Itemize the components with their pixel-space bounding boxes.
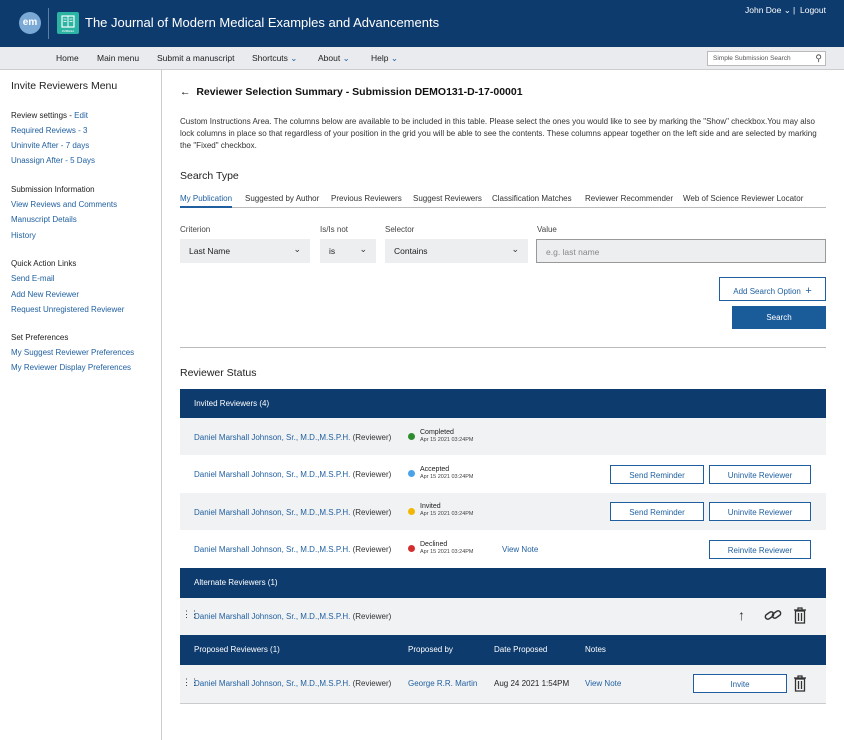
send-reminder-button[interactable]: Send Reminder	[610, 502, 704, 521]
table-row	[180, 455, 826, 493]
status-date: Apr 15 2021 03:24PM	[420, 474, 474, 480]
trash-icon[interactable]	[793, 607, 807, 627]
date-proposed-header: Date Proposed	[494, 645, 548, 654]
table-row	[180, 598, 826, 635]
uninvite-reviewer-button[interactable]: Uninvite Reviewer	[709, 465, 811, 484]
status-badge	[420, 466, 474, 480]
sidebar-heading: Invite Reviewers Menu	[11, 80, 118, 92]
table-row	[180, 530, 826, 568]
criterion-label: Criterion	[180, 225, 211, 234]
status-date: Apr 15 2021 03:24PM	[420, 511, 474, 517]
isnot-value: is	[329, 246, 336, 256]
quick-action-heading: Quick Action Links	[11, 259, 77, 268]
reviewer-name: Daniel Marshall Johnson, Sr., M.D.,M.S.P.H.	[194, 470, 351, 479]
nav-shortcuts-label: Shortcuts	[252, 53, 288, 63]
unassign-after-link[interactable]: Unassign After - 5 Days	[11, 156, 96, 165]
selector-select[interactable]	[385, 239, 528, 263]
nav-home[interactable]: Home	[56, 53, 79, 63]
table-row	[180, 418, 826, 455]
manuscript-details-link[interactable]: Manuscript Details	[11, 215, 77, 224]
nav-help-label: Help	[371, 53, 389, 63]
criterion-select[interactable]	[180, 239, 310, 263]
status-text: Completed	[420, 429, 454, 436]
chevron-down-icon: ⌄	[390, 53, 398, 63]
criterion-value: Last Name	[189, 246, 231, 256]
proposed-header-label: Proposed Reviewers (1)	[194, 645, 280, 654]
submission-info-heading: Submission Information	[11, 185, 95, 194]
instructions-text: Custom Instructions Area. The columns below are available to be included in this table. Please select the ones you would like to see by marking the "Show" checkbox.You may also lock columns in place so that regardless of your position in the grid you will be able to see the contents. These columns appear together on the left side and are selected by marking the "Fixed" checkbox.	[180, 117, 817, 150]
send-reminder-button[interactable]: Send Reminder	[610, 465, 704, 484]
reviewer-role: (Reviewer)	[352, 679, 392, 688]
add-search-option-label: Add Search Option	[733, 287, 801, 296]
suggest-prefs-link[interactable]: My Suggest Reviewer Preferences	[11, 348, 135, 357]
tab-my-publication[interactable]: My Publication	[180, 194, 232, 208]
trash-icon[interactable]	[793, 675, 807, 695]
reviewer-role: (Reviewer)	[352, 508, 392, 517]
request-unregistered-link[interactable]: Request Unregistered Reviewer	[11, 305, 125, 314]
header-separator: |	[793, 5, 796, 15]
alternate-reviewers-header	[180, 568, 826, 598]
review-settings-edit-link[interactable]: Edit	[74, 111, 88, 120]
reviewer-role: (Reviewer)	[352, 470, 392, 479]
reviewer-role: (Reviewer)	[352, 433, 392, 442]
divider	[180, 347, 826, 348]
search-input[interactable]	[707, 51, 826, 66]
chevron-down-icon: ⌄	[293, 244, 301, 254]
invite-button[interactable]: Invite	[693, 674, 787, 693]
link-icon[interactable]	[764, 607, 782, 626]
nav-about[interactable]	[318, 53, 350, 64]
journal-logo-icon[interactable]	[57, 12, 79, 34]
page-title-text: Reviewer Selection Summary - Submission DEMO131-D-17-00001	[196, 86, 523, 98]
chevron-down-icon: ⌄	[342, 53, 350, 63]
search-type-heading: Search Type	[180, 170, 239, 182]
status-badge	[420, 429, 474, 443]
add-new-reviewer-link[interactable]: Add New Reviewer	[11, 290, 80, 299]
reviewer-name-link[interactable]	[194, 545, 391, 554]
history-link[interactable]: History	[11, 231, 36, 240]
reviewer-name: Daniel Marshall Johnson, Sr., M.D.,M.S.P.H.	[194, 612, 351, 621]
search-button[interactable]: Search	[732, 306, 826, 329]
drag-handle-icon[interactable]: ⋮⋮	[182, 677, 198, 687]
uninvite-reviewer-button[interactable]: Uninvite Reviewer	[709, 502, 811, 521]
tab-suggested-by-author[interactable]: Suggested by Author	[245, 194, 320, 203]
status-badge	[420, 541, 474, 555]
tab-classification-matches[interactable]: Classification Matches	[492, 194, 572, 203]
notes-header: Notes	[585, 645, 606, 654]
selector-value: Contains	[394, 246, 428, 256]
reviewer-name-link[interactable]	[194, 470, 391, 479]
journal-logo-text: JMME&A	[61, 29, 75, 33]
status-text: Accepted	[420, 466, 450, 473]
isnot-select[interactable]	[320, 239, 376, 263]
reviewer-role: (Reviewer)	[352, 545, 392, 554]
status-badge	[420, 503, 474, 517]
tab-web-of-science[interactable]: Web of Science Reviewer Locator	[683, 194, 804, 203]
value-placeholder: e.g. last name	[546, 247, 600, 257]
nav-submit-manuscript[interactable]: Submit a manuscript	[157, 53, 235, 63]
nav-shortcuts[interactable]	[252, 53, 297, 64]
user-menu[interactable]	[745, 5, 791, 16]
page-title	[180, 86, 523, 98]
review-settings	[11, 111, 88, 120]
app-header	[0, 0, 844, 47]
plus-icon: +	[805, 285, 812, 297]
nav-help[interactable]	[371, 53, 398, 64]
uninvite-after-link[interactable]: Uninvite After - 7 days	[11, 141, 90, 150]
review-settings-label: Review settings -	[11, 111, 72, 120]
proposed-by-link[interactable]: George R.R. Martin	[408, 679, 478, 688]
search-type-tabs	[180, 192, 826, 208]
chevron-down-icon: ⌄	[783, 5, 791, 15]
alternate-header-label: Alternate Reviewers (1)	[194, 578, 278, 587]
view-note-link[interactable]: View Note	[585, 679, 622, 688]
selector-label: Selector	[385, 225, 415, 234]
add-search-option-button[interactable]	[719, 277, 826, 301]
reviewer-name: Daniel Marshall Johnson, Sr., M.D.,M.S.P.H.	[194, 679, 351, 688]
table-row	[180, 665, 826, 703]
reviewer-name: Daniel Marshall Johnson, Sr., M.D.,M.S.P.H.	[194, 545, 351, 554]
set-preferences-heading: Set Preferences	[11, 333, 69, 342]
value-label: Value	[537, 225, 557, 234]
status-declined-dot	[408, 545, 415, 552]
status-invited-dot	[408, 508, 415, 515]
sidebar	[0, 70, 162, 740]
status-date: Apr 15 2021 03:24PM	[420, 549, 474, 555]
reviewer-name-link[interactable]	[194, 433, 391, 442]
tab-previous-reviewers[interactable]: Previous Reviewers	[331, 194, 402, 203]
invited-header-label: Invited Reviewers (4)	[194, 399, 270, 408]
status-text: Invited	[420, 503, 441, 510]
back-arrow-icon[interactable]: ←	[180, 86, 191, 98]
reviewer-name-link[interactable]	[194, 612, 391, 621]
status-date: Apr 15 2021 03:24PM	[420, 437, 474, 443]
em-logo[interactable]: em	[19, 12, 41, 34]
chevron-down-icon: ⌄	[511, 244, 519, 254]
value-input[interactable]	[536, 239, 826, 263]
table-row	[180, 493, 826, 530]
drag-handle-icon[interactable]: ⋮⋮	[182, 609, 198, 619]
view-reviews-link[interactable]: View Reviews and Comments	[11, 200, 118, 209]
user-name: John Doe	[745, 5, 782, 15]
isnot-label: Is/Is not	[320, 225, 349, 234]
chevron-down-icon: ⌄	[359, 244, 367, 254]
reinvite-reviewer-button[interactable]: Reinvite Reviewer	[709, 540, 811, 559]
search-icon[interactable]: ⚲	[815, 53, 822, 63]
nav-about-label: About	[318, 53, 341, 63]
logout-link[interactable]: Logout	[800, 5, 826, 15]
proposed-by-header: Proposed by	[408, 645, 453, 654]
view-note-link[interactable]: View Note	[502, 545, 539, 554]
proposed-reviewers-header	[180, 635, 826, 665]
display-prefs-link[interactable]: My Reviewer Display Preferences	[11, 363, 132, 372]
chevron-down-icon: ⌄	[290, 53, 298, 63]
reviewer-name: Daniel Marshall Johnson, Sr., M.D.,M.S.P.H.	[194, 433, 351, 442]
reviewer-name-link[interactable]	[194, 679, 391, 688]
invited-reviewers-header	[180, 389, 826, 418]
arrow-up-icon[interactable]: ↑	[738, 607, 745, 623]
search-placeholder: Simple Submission Search	[713, 55, 791, 62]
status-text: Declined	[420, 541, 448, 548]
tab-reviewer-recommender[interactable]: Reviewer Recommender	[585, 194, 674, 203]
send-email-link[interactable]: Send E-mail	[11, 274, 55, 283]
required-reviews-link[interactable]: Required Reviews - 3	[11, 126, 88, 135]
header-divider	[48, 8, 49, 39]
reviewer-name: Daniel Marshall Johnson, Sr., M.D.,M.S.P.H.	[194, 508, 351, 517]
nav-main-menu[interactable]: Main menu	[97, 53, 140, 63]
status-accepted-dot	[408, 470, 415, 477]
tab-suggest-reviewers[interactable]: Suggest Reviewers	[413, 194, 482, 203]
journal-title: The Journal of Modern Medical Examples and Advancements	[85, 15, 440, 30]
reviewer-status-heading: Reviewer Status	[180, 367, 257, 379]
date-proposed: Aug 24 2021 1:54PM	[494, 679, 570, 688]
table-bottom-border	[180, 703, 826, 704]
reviewer-role: (Reviewer)	[352, 612, 392, 621]
status-completed-dot	[408, 433, 415, 440]
reviewer-name-link[interactable]	[194, 508, 391, 517]
